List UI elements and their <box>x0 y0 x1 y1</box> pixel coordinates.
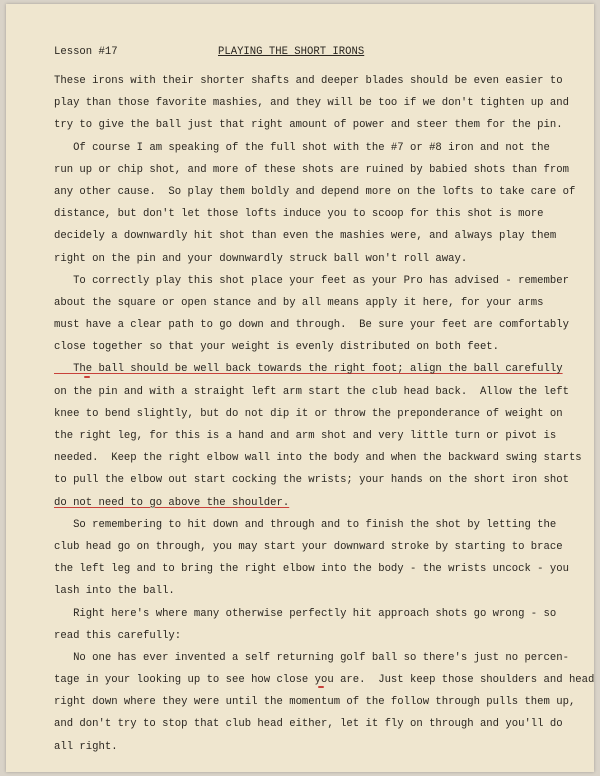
text-line: any other cause. So play them boldly and depend more on the lofts to take care of <box>54 185 576 198</box>
text-line: the left leg and to bring the right elbow into the body - the wrists uncock - you <box>54 563 569 576</box>
text-line-underlined: do not need to go above the shoulder. <box>54 496 290 509</box>
text-line: close together so that your weight is evenly distributed on both feet. <box>54 341 500 354</box>
text-line: play than those favorite mashies, and they will be too if we don't tighten up and <box>54 97 569 110</box>
text-line: tage in your looking up to see how close you are. Just keep those shoulders and head <box>54 674 595 687</box>
text-line: club head go on through, you may start your downward stroke by starting to brace <box>54 540 563 553</box>
document-page <box>6 4 594 772</box>
text-line: Right here's where many otherwise perfectly hit approach shots go wrong - so <box>54 607 557 620</box>
red-pencil-mark <box>318 686 324 688</box>
text-line: So remembering to hit down and through and to finish the shot by letting the <box>54 518 557 531</box>
text-line: read this carefully: <box>54 629 182 642</box>
document-title: PLAYING THE SHORT IRONS <box>218 46 365 58</box>
text-line: all right. <box>54 740 118 753</box>
text-line: No one has ever invented a self returning golf ball so there's just no percen- <box>54 651 569 664</box>
text-line: the right leg, for this is a hand and arm shot and very little turn or pivot is <box>54 430 557 442</box>
text-line: right on the pin and your downwardly struck ball won't roll away. <box>54 252 468 265</box>
text-line: about the square or open stance and by all means apply it here, for your arms <box>54 296 544 309</box>
text-line: on the pin and with a straight left arm start the club head back. Allow the left <box>54 385 569 398</box>
text-line: run up or chip shot, and more of these shots are ruined by babied shots than from <box>54 163 569 176</box>
text-line: To correctly play this shot place your feet as your Pro has advised - remember <box>54 274 569 287</box>
lesson-number: Lesson #17 <box>54 46 118 58</box>
text-line: and don't try to stop that club head either, let it fly on through and you'll do <box>54 718 563 731</box>
document-body <box>54 70 595 758</box>
text-line: right down where they were until the momentum of the follow through pulls them up, <box>54 696 576 709</box>
text-line: knee to bend slightly, but do not dip it or throw the preponderance of weight on <box>54 407 563 420</box>
text-line: Of course I am speaking of the full shot with the #7 or #8 iron and not the <box>54 141 550 154</box>
text-line: distance, but don't let those lofts induce you to scoop for this shot is more <box>54 208 544 221</box>
text-line: decidely a downwardly hit shot than even the mashies were, and always play them <box>54 230 557 243</box>
text-line: must have a clear path to go down and through. Be sure your feet are comfortably <box>54 319 569 332</box>
text-line: to pull the elbow out start cocking the wrists; your hands on the short iron shot <box>54 474 569 487</box>
text-line: These irons with their shorter shafts and deeper blades should be even easier to <box>54 75 563 87</box>
text-line-underlined: The ball should be well back towards the right foot; align the ball carefully <box>54 363 563 376</box>
page-header <box>54 46 514 62</box>
red-pencil-mark <box>84 376 90 378</box>
text-line: try to give the ball just that right amount of power and steer them for the pin. <box>54 119 563 132</box>
text-line: needed. Keep the right elbow wall into the body and when the backward swing starts <box>54 452 582 465</box>
text-line: lash into the ball. <box>54 585 175 598</box>
